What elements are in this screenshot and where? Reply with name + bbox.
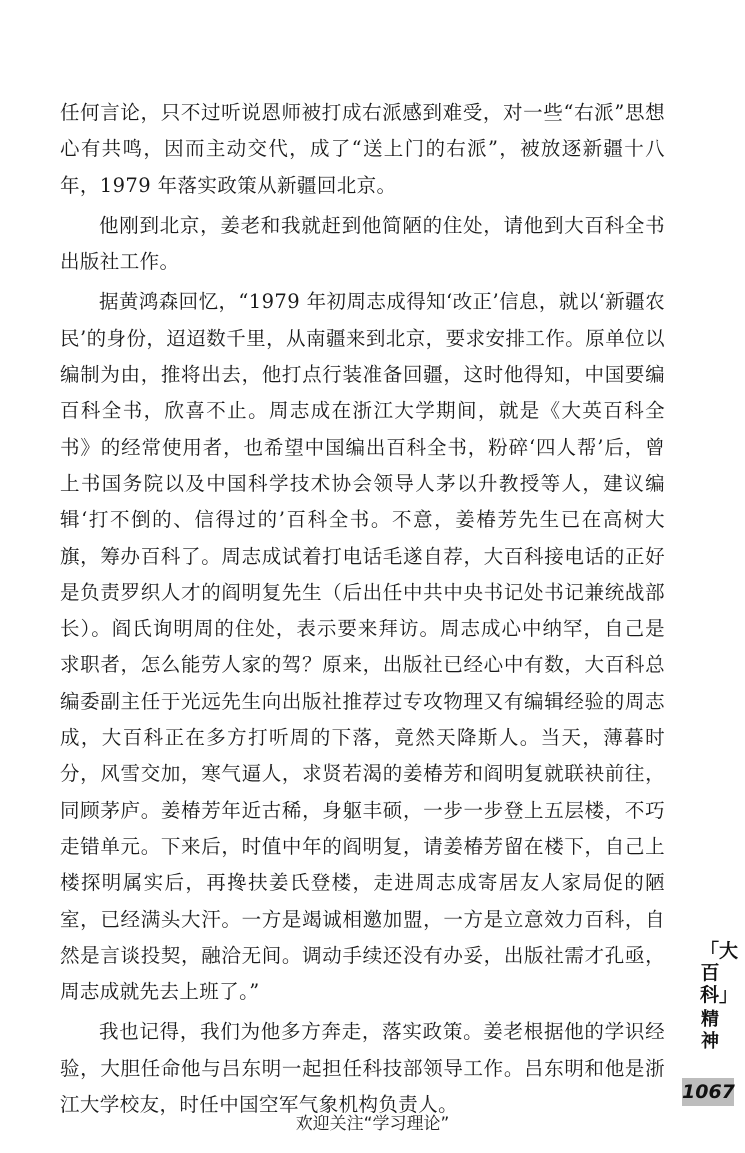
chapter-side-tab — [690, 940, 739, 1053]
footer-watermark-text: 欢迎关注“学习理论” — [295, 1114, 450, 1134]
chapter-title-vertical: 「大百科」 — [700, 940, 739, 1006]
body-text — [60, 95, 665, 1123]
page-number: 1067 — [682, 1078, 734, 1106]
paragraph: 我也记得，我们为他多方奔走，落实政策。姜老根据他的学识经验，大胆任命他与吕东明一起担任科技部领导工作。吕东明和他是浙江大学校友，时任中国空军气象机构负责人。 — [60, 1020, 665, 1117]
paragraph: 他刚到北京，姜老和我就赶到他简陋的住处，请他到大百科全书出版社工作。 — [60, 213, 665, 274]
paragraph-continued: 任何言论，只不过听说恩师被打成右派感到难受，对一些“右派”思想心有共鸣，因而主动交代，成了“送上门的右派”，被放逐新疆十八年，1979 年落实政策从新疆回北京。 — [60, 101, 665, 197]
paragraph-quote: 据黄鸿森回忆，“1979 年初周志成得知‘改正’信息，就以‘新疆农民’的身份，迢迢数千里，从南疆来到北京，要求安排工作。原单位以编制为由，推将出去，他打点行装准备回疆，这时他得知，中国要编百科全书，欣喜不止。周志成在浙江大学期间，就是《大英百科全书》的经常使用者，也希望中国编出百科全书，粉碎‘四人帮’后，曾上书国务院以及中国科学技术协会领导人茅以升教授等人，建议编辑‘打不倒的、信得过的’百科全书。不意，姜椿芳先生已在高树大旗，筹办百科了。周志成试着打电话毛遂自荐，大百科接电话的正好是负责罗织人才的阎明复先生（后出任中共中央书记处书记兼统战部长）。阎氏询明周的住处，表示要来拜访。周志成心中纳罕，自己是求职者，怎么能劳人家的驾？原来，出版社已经心中有数，大百科总编委副主任于光远先生向出版社推荐过专攻物理又有编辑经验的周志成，大百科正在多方打听周的下落，竟然天降斯人。当天，薄暮时分，风雪交加，寒气逼人，求贤若渴的姜椿芳和阎明复就联袂前往，同顾茅庐。姜椿芳年近古稀，身躯丰硕，一步一步登上五层楼，不巧走错单元。下来后，时值中年的阎明复，请姜椿芳留在楼下，自己上楼探明属实后，再搀扶姜氏登楼，走进周志成寄居友人家局促的陋室，已经满头大汗。一方是竭诚相邀加盟，一方是立意效力百科，自然是言谈投契，融洽无间。调动手续还没有办妥，出版社需才孔亟，周志成就先去上班了。” — [60, 290, 665, 1004]
chapter-subtitle-vertical: 精神 — [701, 1009, 719, 1052]
